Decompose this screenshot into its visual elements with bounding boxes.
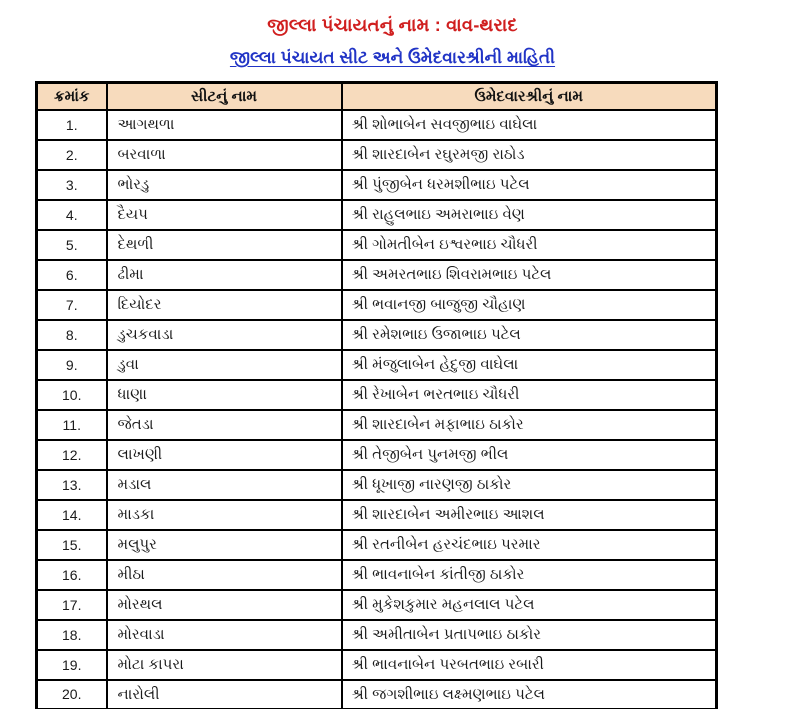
seat-name-cell: દિયોદર xyxy=(107,290,342,320)
candidate-name-cell: શ્રી રમેશભાઇ ઉજાભાઇ પટેલ xyxy=(342,320,717,350)
seat-name-cell: ડુચકવાડા xyxy=(107,320,342,350)
candidate-name-cell: શ્રી શોભાબેન સવજીભાઇ વાઘેલા xyxy=(342,110,717,140)
candidate-name-cell: શ્રી શારદાબેન મફાભાઇ ઠાકોર xyxy=(342,410,717,440)
row-number-cell: 14. xyxy=(37,500,107,530)
table-row xyxy=(37,290,717,320)
seat-name-cell: મલુપુર xyxy=(107,530,342,560)
row-number-cell: 7. xyxy=(37,290,107,320)
page-title: જીલ્લા પંચાયતનું નામ : વાવ-થરાદ xyxy=(267,15,518,35)
row-number-cell: 4. xyxy=(37,200,107,230)
candidate-name-cell: શ્રી પુંજીબેન ધરમશીભાઇ પટેલ xyxy=(342,170,717,200)
seat-name-cell: આગથળા xyxy=(107,110,342,140)
table-body xyxy=(37,110,717,709)
table-row xyxy=(37,560,717,590)
row-number-cell: 12. xyxy=(37,440,107,470)
seat-name-cell: બરવાળા xyxy=(107,140,342,170)
row-number-cell: 1. xyxy=(37,110,107,140)
candidate-name-cell: શ્રી ગોમતીબેન ઇશ્વરભાઇ ચૌધરી xyxy=(342,230,717,260)
row-number-cell: 15. xyxy=(37,530,107,560)
table-row xyxy=(37,470,717,500)
row-number-cell: 16. xyxy=(37,560,107,590)
seat-name-cell: મોરથલ xyxy=(107,590,342,620)
table-row xyxy=(37,410,717,440)
table-row xyxy=(37,650,717,680)
table-header-row xyxy=(37,83,717,110)
seat-name-cell: મીઠા xyxy=(107,560,342,590)
seat-name-cell: મડાલ xyxy=(107,470,342,500)
header-seat-name: સીટનું નામ xyxy=(107,83,342,110)
candidate-name-cell: શ્રી અમીતાબેન પ્રતાપભાઇ ઠાકોર xyxy=(342,620,717,650)
table-row xyxy=(37,260,717,290)
page-subtitle: જીલ્લા પંચાયત સીટ અને ઉમેદવારશ્રીની માહિતી xyxy=(229,48,556,67)
candidate-name-cell: શ્રી તેજીબેન પુનમજી ભીલ xyxy=(342,440,717,470)
table-row xyxy=(37,350,717,380)
candidate-name-cell: શ્રી ભાવનાબેન કાંતીજી ઠાકોર xyxy=(342,560,717,590)
table-row xyxy=(37,620,717,650)
row-number-cell: 2. xyxy=(37,140,107,170)
row-number-cell: 5. xyxy=(37,230,107,260)
candidate-name-cell: શ્રી અમરતભાઇ શિવરામભાઇ પટેલ xyxy=(342,260,717,290)
candidate-name-cell: શ્રી રેખાબેન ભરતભાઇ ચૌધરી xyxy=(342,380,717,410)
row-number-cell: 8. xyxy=(37,320,107,350)
row-number-cell: 10. xyxy=(37,380,107,410)
candidate-name-cell: શ્રી ભાવનાબેન પરબતભાઇ રબારી xyxy=(342,650,717,680)
seat-name-cell: મોટા કાપરા xyxy=(107,650,342,680)
table-row xyxy=(37,140,717,170)
table-row xyxy=(37,320,717,350)
candidate-name-cell: શ્રી જગશીભાઇ લક્ષ્મણભાઇ પટેલ xyxy=(342,680,717,709)
candidate-name-cell: શ્રી ધૂખાજી નારણજી ઠાકોર xyxy=(342,470,717,500)
row-number-cell: 3. xyxy=(37,170,107,200)
seat-name-cell: ડુવા xyxy=(107,350,342,380)
seat-name-cell: મોરવાડા xyxy=(107,620,342,650)
table-row xyxy=(37,170,717,200)
seat-name-cell: ધાણા xyxy=(107,380,342,410)
row-number-cell: 20. xyxy=(37,680,107,709)
table-row xyxy=(37,380,717,410)
seat-name-cell: જેતડા xyxy=(107,410,342,440)
candidate-name-cell: શ્રી ભવાનજી બાજુજી ચૌહાણ xyxy=(342,290,717,320)
table-row xyxy=(37,200,717,230)
row-number-cell: 13. xyxy=(37,470,107,500)
header-candidate-name: ઉમેદવારશ્રીનું નામ xyxy=(342,83,717,110)
header-serial-number: ક્રમાંક xyxy=(37,83,107,110)
seat-name-cell: ભોરડુ xyxy=(107,170,342,200)
table-row xyxy=(37,110,717,140)
table-row xyxy=(37,680,717,709)
seat-name-cell: ઢીમા xyxy=(107,260,342,290)
candidate-name-cell: શ્રી મંજુલાબેન હેદુજી વાઘેલા xyxy=(342,350,717,380)
row-number-cell: 18. xyxy=(37,620,107,650)
table-row xyxy=(37,530,717,560)
seat-name-cell: માડકા xyxy=(107,500,342,530)
seat-name-cell: દૈયપ xyxy=(107,200,342,230)
seat-name-cell: લાખણી xyxy=(107,440,342,470)
candidate-name-cell: શ્રી શારદાબેન અમીરભાઇ આશલ xyxy=(342,500,717,530)
row-number-cell: 17. xyxy=(37,590,107,620)
table-row xyxy=(37,500,717,530)
candidate-name-cell: શ્રી શારદાબેન રઘુરમજી રાઠોડ xyxy=(342,140,717,170)
row-number-cell: 6. xyxy=(37,260,107,290)
candidates-table xyxy=(35,81,718,709)
candidate-name-cell: શ્રી મુકેશકુમાર મહનલાલ પટેલ xyxy=(342,590,717,620)
table-row xyxy=(37,440,717,470)
table-row xyxy=(37,590,717,620)
row-number-cell: 11. xyxy=(37,410,107,440)
seat-name-cell: દેથળી xyxy=(107,230,342,260)
seat-name-cell: નારોલી xyxy=(107,680,342,709)
table-row xyxy=(37,230,717,260)
row-number-cell: 9. xyxy=(37,350,107,380)
row-number-cell: 19. xyxy=(37,650,107,680)
candidate-name-cell: શ્રી રાહુલભાઇ અમરાભાઇ વેણ xyxy=(342,200,717,230)
candidate-name-cell: શ્રી રતનીબેન હરચંદભાઇ પરમાર xyxy=(342,530,717,560)
